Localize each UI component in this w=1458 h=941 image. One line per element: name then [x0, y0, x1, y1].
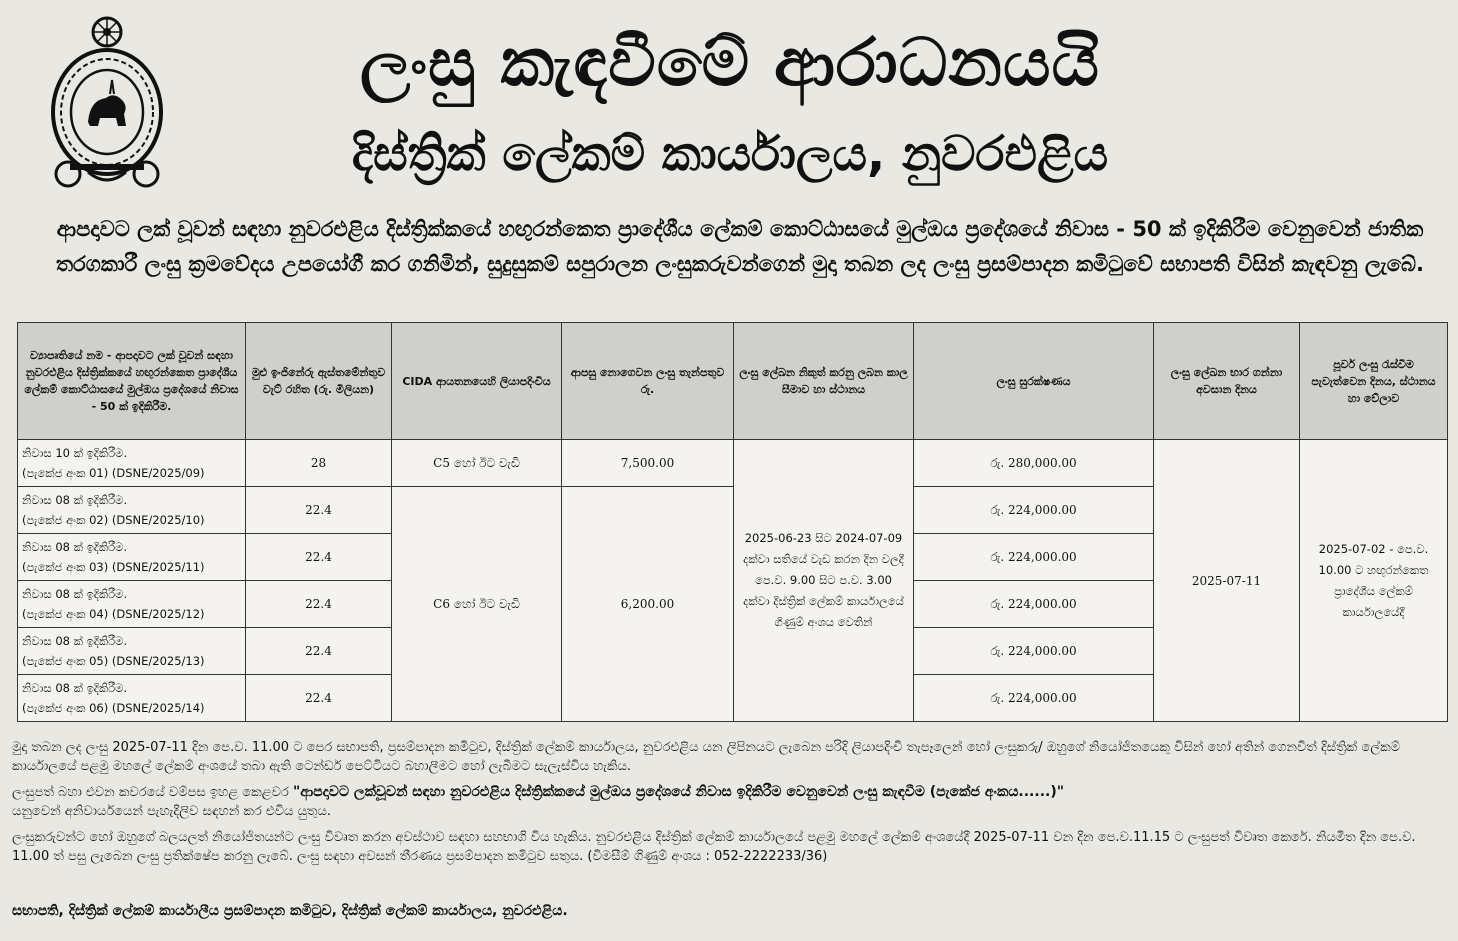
- col-header-closing-date: ලංසු ලේඛන භාර ගන්නා අවසාන දිනය: [1154, 323, 1300, 440]
- envelope-note-lead: ලංසුපත් බහා එවන කවරයේ වම්පස ඉහළ කෙළවර: [12, 785, 289, 800]
- signature-line: සභාපති, දිස්ත්‍රික් ලේකම් කාර්යාලීය ප්‍රසම්පාදන කමිටුව, දිස්ත්‍රික් ලේකම් කාර්යාලය, නුවරඑළිය.: [12, 903, 568, 919]
- package-description: නිවාස 08 ක් ඉදිකිරීම.: [22, 634, 128, 648]
- estimate-cell: 22.4: [246, 534, 392, 581]
- package-cell: [18, 440, 246, 487]
- package-description: නිවාස 10 ක් ඉදිකිරීම.: [22, 446, 128, 460]
- package-cell: [18, 628, 246, 675]
- package-description: නිවාස 08 ක් ඉදිකිරීම.: [22, 540, 128, 554]
- col-header-bid-security: ලංසු සුරක්ෂණය: [914, 323, 1154, 440]
- fee-cell: 7,500.00: [562, 440, 734, 487]
- package-description: නිවාස 08 ක් ඉදිකිරීම.: [22, 681, 128, 695]
- col-header-cida: CIDA ආයතනයෙහි ලියාපදිංචිය: [392, 323, 562, 440]
- envelope-note: [12, 783, 1448, 821]
- package-code: (පැකේජ අංක 04) (DSNE/2025/12): [22, 607, 205, 621]
- package-code: (පැකේජ අංක 06) (DSNE/2025/14): [22, 701, 205, 715]
- col-header-issue-period: ලංසු ලේඛන නිකුත් කරනු ලබන කාල සීමාව හා ස්ථානය: [734, 323, 914, 440]
- table-row: [18, 440, 1448, 487]
- package-description: නිවාස 08 ක් ඉදිකිරීම.: [22, 587, 128, 601]
- security-cell: රු. 280,000.00: [914, 440, 1154, 487]
- intro-paragraph: ආපදාවට ලක් වූවන් සඳහා නුවරඑළිය දිස්ත්‍රික්කයේ හඟුරන්කෙත ප්‍රාදේශීය ලේකම් කොට්ඨාසයේ මුල්ඔය ප්‍රදේශයේ නිවාස - 50 ක් ඉදිකිරීම වෙනුවෙන් ජාතික තරගකාරී ලංසු ක්‍රමවේදය උපයෝගී කර ගනිමින්, සුදුසුකම් සපුරාලන ලංසුකරුවන්ගෙන් මුදා තබන ලද ලංසු ප්‍රසම්පාදන කමිටුවේ සභාපති විසින් කැඳවනු ලැබේ.: [55, 217, 1425, 276]
- package-cell: [18, 487, 246, 534]
- notes-section: [12, 738, 1448, 873]
- tender-table: [17, 322, 1448, 722]
- package-cell: [18, 675, 246, 722]
- estimate-cell: 22.4: [246, 675, 392, 722]
- fee-cell: 6,200.00: [562, 487, 734, 722]
- col-header-prebid: පූර්ව ලංසු රැස්වීම පැවැත්වෙන දිනය, ස්ථානය හා වේලාව: [1300, 323, 1448, 440]
- security-cell: රු. 224,000.00: [914, 534, 1154, 581]
- security-cell: රු. 224,000.00: [914, 628, 1154, 675]
- estimate-cell: 22.4: [246, 487, 392, 534]
- cida-cell: C6 හෝ ඊට වැඩි: [392, 487, 562, 722]
- estimate-cell: 28: [246, 440, 392, 487]
- col-header-fee: ආපසු නොගෙවන ලංසු තැන්පතුව රු.: [562, 323, 734, 440]
- closing-date-cell: 2025-07-11: [1154, 440, 1300, 722]
- package-code: (පැකේජ අංක 05) (DSNE/2025/13): [22, 654, 205, 668]
- envelope-note-tail: යනුවෙන් අනිවාර්යයෙන් පැහැදිලිව සඳහන් කර එවිය යුතුය.: [12, 804, 331, 819]
- package-description: නිවාස 08 ක් ඉදිකිරීම.: [22, 493, 128, 507]
- office-name: දිස්ත්‍රික් ලේකම් කාර්යාලය, නුවරඑළිය: [351, 126, 1109, 182]
- estimate-cell: 22.4: [246, 581, 392, 628]
- col-header-estimate: මුළු ඉංජිනේරු ඇස්තමේන්තුව වැට් රහිත (රු. මිලියන): [246, 323, 392, 440]
- sri-lanka-emblem-icon: [48, 14, 166, 190]
- issue-period-cell: 2025-06-23 සිට 2024-07-09 දක්වා සතියේ වැඩ කරන දින වලදී පෙ.ව. 9.00 සිට ප.ව. 3.00 දක්වා දිස්ත්‍රික් ලේකම් කාර්යාලයේ ගිණුම් අංශය වෙතින්: [734, 440, 914, 722]
- page-title: ලංසු කැඳවීමේ ආරාධනයයි: [360, 24, 1100, 101]
- security-cell: රු. 224,000.00: [914, 581, 1154, 628]
- security-cell: රු. 224,000.00: [914, 487, 1154, 534]
- package-code: (පැකේජ අංක 02) (DSNE/2025/10): [22, 513, 205, 527]
- prebid-cell: 2025-07-02 - පෙ.ව. 10.00 ට හඟුරන්කෙත ප්‍රාදේශීය ලේකම් කාර්යාලයේදී: [1300, 440, 1448, 722]
- package-cell: [18, 581, 246, 628]
- col-header-project: ව්‍යාපෘතියේ නම - ආපදාවට ලක් වූවන් සඳහා නුවරඑළිය දිස්ත්‍රික්කයේ හඟුරන්කෙත ප්‍රාදේශීය ලේකම් කොට්ඨාසයේ මුල්ඔය ප්‍රදේශයේ නිවාස - 50 ක් ඉදිකිරීම.: [18, 323, 246, 440]
- package-cell: [18, 534, 246, 581]
- submission-note: මුදා තබන ලද ලංසු 2025-07-11 දින පෙ.ව. 11.00 ට පෙර සභාපති, ප්‍රසම්පාදන කමිටුව, දිස්ත්‍රික් ලේකම් කාර්යාලය, නුවරඑළිය යන ලිපිනයට ලැබෙන පරිදි ලියාපදිංචි තැපෑලෙන් හෝ ලංසුකරු/ ඔහුගේ නියෝජිතයෙකු විසින් හෝ අතින් ගෙනවිත් දිස්ත්‍රික් ලේකම් කාර්යාලයේ පළමු මහලේ ලේකම් අංශයේ තබා ඇති ටෙන්ඩර් පෙට්ටියට බහාලීමට හෝ ලැබීමට සැලැස්විය හැකිය.: [12, 740, 1401, 774]
- security-cell: රු. 224,000.00: [914, 675, 1154, 722]
- opening-note: ලංසුකරුවන්ට හෝ ඔහුගේ බලයලත් නියෝජිතයන්ට ලංසු විවෘත කරන අවස්ථාව සඳහා සහභාගි විය හැකිය. නුවරඑළිය දිස්ත්‍රික් ලේකම් කාර්යාලයේ පළමු මහලේ ලේකම් අංශයේදී 2025-07-11 වන දින පෙ.ව.11.15 ට ලංසුපත් විවෘත කෙරේ. නියමිත දින පෙ.ව. 11.00 ත් පසු ලැබෙන ලංසු ප්‍රතික්ෂේප කරනු ලැබේ. ලංසු සඳහා අවසන් තීරණය ප්‍රසම්පාදන කමිටුව සතුය. (විමසීම් ගිණුම් අංශය : 052-2222233/36): [12, 830, 1416, 864]
- envelope-label-quote: "ආපදාවට ලක්වූවන් සඳහා නුවරඑළිය දිස්ත්‍රික්කයේ මුල්ඔය ප්‍රදේශයේ නිවාස ඉදිකිරීම වෙනුවෙන් ලංසු කැඳවීම (පැකේජ අංකය......)": [292, 784, 1065, 800]
- table-header-row: [18, 323, 1448, 440]
- cida-cell: C5 හෝ ඊට වැඩි: [392, 440, 562, 487]
- package-code: (පැකේජ අංක 03) (DSNE/2025/11): [22, 560, 205, 574]
- estimate-cell: 22.4: [246, 628, 392, 675]
- package-code: (පැකේජ අංක 01) (DSNE/2025/09): [22, 466, 205, 480]
